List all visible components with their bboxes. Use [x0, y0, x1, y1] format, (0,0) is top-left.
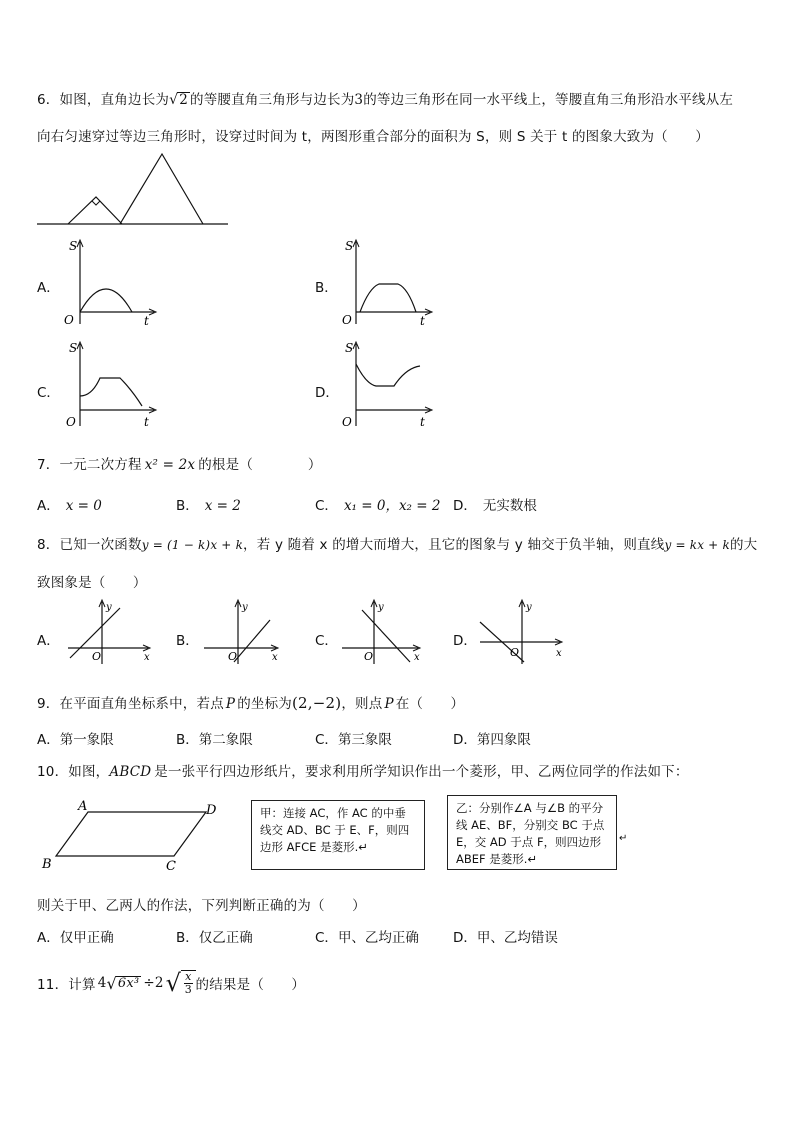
q10-option-c[interactable]	[315, 926, 419, 946]
q8-graph-a[interactable]	[64, 598, 158, 666]
q10-option-a[interactable]	[37, 926, 114, 946]
q7-text: 7．一元二次方程	[37, 457, 142, 473]
option-text: 仅甲正确	[59, 930, 114, 946]
vertex-a: A	[78, 799, 88, 814]
vertex-b: B	[42, 857, 52, 872]
fraction-denominator: 3	[184, 983, 192, 996]
q9-option-c[interactable]	[315, 728, 392, 748]
q9-option-a[interactable]	[37, 728, 114, 748]
q9-coordinate: (2,−2)	[292, 694, 342, 712]
option-text: 第一象限	[59, 732, 114, 748]
q10-option-b[interactable]	[176, 926, 253, 946]
axis-y: y	[106, 602, 112, 613]
q10-parallelogram-figure	[38, 796, 228, 876]
q8-function-1: y = (1 − k)x + k	[141, 538, 244, 552]
option-label: C．	[315, 930, 338, 946]
option-label: B．	[176, 930, 199, 946]
origin-o: O	[66, 415, 76, 429]
q10-judge: 则关于甲、乙两人的作法，下列判断正确的为（ ）	[37, 898, 366, 914]
q8-function-2: y = kx + k	[664, 538, 730, 552]
curve-c	[80, 378, 142, 406]
q8-option-d-label[interactable]: D．	[453, 633, 477, 649]
q9-stem	[37, 692, 464, 712]
axis-y: y	[526, 602, 532, 613]
axis-x: x	[272, 652, 278, 663]
q9-point: P	[225, 696, 236, 712]
curve-a	[80, 289, 132, 312]
q11-radicand-1: 6x³	[117, 975, 140, 991]
axis-s: S	[69, 239, 78, 253]
option-text: 第二象限	[198, 732, 253, 748]
option-text: 第四象限	[476, 732, 531, 748]
q7-option-d[interactable]	[453, 494, 537, 514]
q6-graph-b[interactable]	[336, 238, 436, 330]
option-label: D．	[453, 930, 477, 946]
q8-text: ，若 y 随着 x 的增大而增大，且它的图象与 y 轴交于负半轴，则直线	[243, 537, 665, 553]
equilateral-triangle	[120, 154, 203, 224]
q11-text: 的结果是（ ）	[195, 977, 306, 993]
q9-text: 9．在平面直角坐标系中，若点	[37, 696, 224, 712]
method-jia-box: 甲：连接 AC，作 AC 的中垂线交 AD、BC 于 E、F，则四边形 AFCE 是菱形.↵	[251, 800, 425, 870]
q11-fraction	[181, 970, 195, 996]
option-text: 无实数根	[482, 498, 537, 514]
origin-o: O	[510, 646, 520, 659]
option-label: B．	[176, 498, 199, 514]
curve-d	[356, 364, 420, 386]
axis-t: t	[420, 314, 425, 328]
axis-t: t	[420, 415, 425, 429]
axis-x: x	[414, 652, 420, 663]
q11-divide: ÷2	[143, 975, 164, 991]
radical-sign: √	[106, 973, 117, 993]
q6-graph-d[interactable]	[336, 340, 436, 432]
origin-o: O	[92, 650, 102, 663]
axis-s: S	[69, 341, 78, 355]
q9-text: ，则点	[341, 696, 383, 712]
q8-stem-line1	[37, 533, 757, 553]
origin-o: O	[364, 650, 374, 663]
q6-line1: 6．如图，直角边长为√2 的等腰直角三角形与边长为3的等边三角形在同一水平线上，等腰直角三角形沿水平线从左	[37, 92, 734, 108]
q9-point: P	[384, 696, 394, 712]
q11-coefficient: 4	[97, 975, 107, 991]
q6-text: 的等边三角形在同一水平线上，等腰直角三角形沿水平线从左	[363, 92, 734, 108]
q10-stem	[37, 760, 689, 780]
axis-x: x	[556, 648, 562, 659]
q6-option-d-label[interactable]: D．	[315, 385, 339, 401]
q10-text: 是一张平行四边形纸片，要求利用所学知识作出一个菱形，甲、乙两位同学的作法如下：	[154, 764, 689, 780]
q6-option-a-label[interactable]: A．	[37, 280, 60, 296]
vertex-d: D	[206, 803, 217, 818]
line-b	[234, 620, 270, 662]
axis-s: S	[345, 239, 354, 253]
axis-y: y	[242, 602, 248, 613]
vertex-c: C	[166, 859, 176, 874]
q8-text: 的大	[729, 537, 758, 553]
q6-option-b-label[interactable]: B．	[315, 280, 338, 296]
q11-text: 11．计算	[37, 977, 96, 993]
q9-text: 在（ ）	[395, 696, 465, 712]
q6-text: 的等腰直角三角形与边长为	[190, 92, 355, 108]
option-label: D．	[453, 498, 477, 514]
q6-text: 6．如图，直角边长为	[37, 92, 170, 108]
q7-equation: x² = 2x	[144, 457, 196, 473]
method-yi-box: 乙：分别作∠A 与∠B 的平分线 AE、BF，分别交 BC 于点 E，交 AD 于点 F，则四边形 ABEF 是菱形.↵	[447, 795, 617, 870]
option-text: x₁ = 0，x₂ = 2	[343, 498, 441, 514]
axis-s: S	[345, 341, 354, 355]
fraction-numerator: x	[185, 970, 192, 983]
q11-stem	[37, 966, 305, 1000]
option-label: C．	[315, 498, 338, 514]
isosceles-right-triangle	[68, 197, 122, 224]
q9-text: 的坐标为	[237, 696, 292, 712]
q6-triangle-figure	[36, 150, 231, 230]
q8-option-c-label[interactable]: C．	[315, 633, 338, 649]
curve-b	[360, 284, 416, 312]
radical-sign: √	[165, 969, 182, 997]
q8-stem-line2: 致图象是（ ）	[37, 575, 147, 591]
q7-option-c[interactable]	[315, 494, 440, 514]
parallelogram	[56, 812, 206, 856]
q6-number: 3	[354, 92, 364, 108]
option-label: B．	[176, 732, 199, 748]
q7-option-a[interactable]	[37, 494, 102, 514]
q8-option-b-label[interactable]: B．	[176, 633, 199, 649]
right-angle-mark	[92, 201, 100, 205]
axis-t: t	[144, 415, 149, 429]
axis-t: t	[144, 314, 149, 328]
q6-graph-c[interactable]	[60, 340, 160, 432]
q10-abcd: ABCD	[109, 764, 152, 780]
origin-o: O	[342, 313, 352, 327]
q8-graph-d[interactable]	[476, 598, 570, 666]
origin-o: O	[342, 415, 352, 429]
q7-text: 的根是（ ）	[198, 457, 322, 473]
option-text: 第三象限	[337, 732, 392, 748]
q7-stem	[37, 453, 322, 473]
q9-option-b[interactable]	[176, 728, 253, 748]
q8-option-a-label[interactable]: A．	[37, 633, 60, 649]
q10-option-d[interactable]	[453, 926, 558, 946]
option-label: C．	[315, 732, 338, 748]
q9-option-d[interactable]	[453, 728, 531, 748]
origin-o: O	[64, 313, 74, 327]
q6-option-c-label[interactable]: C．	[37, 385, 60, 401]
axis-y: y	[378, 602, 384, 613]
sqrt-two: 2	[179, 92, 189, 108]
q8-graph-b[interactable]	[200, 598, 286, 666]
option-label: A．	[37, 930, 60, 946]
q6-line2: 向右匀速穿过等边三角形时，设穿过时间为 t，两图形重合部分的面积为 S，则 S 关于 t 的图象大致为（ ）	[37, 129, 709, 145]
origin-o: O	[228, 650, 238, 663]
q6-graph-a[interactable]	[60, 238, 160, 330]
q7-option-b[interactable]	[176, 494, 241, 514]
option-label: A．	[37, 498, 60, 514]
option-label: D．	[453, 732, 477, 748]
option-text: x = 0	[65, 498, 102, 514]
return-mark: ↵	[619, 833, 628, 844]
q10-text: 10．如图，	[37, 764, 110, 780]
option-text: 甲、乙均错误	[476, 930, 558, 946]
axis-x: x	[144, 652, 150, 663]
option-label: A．	[37, 732, 60, 748]
option-text: 甲、乙均正确	[337, 930, 419, 946]
option-text: 仅乙正确	[198, 930, 253, 946]
q8-graph-c[interactable]	[338, 598, 428, 666]
option-text: x = 2	[204, 498, 241, 514]
q8-text: 8．已知一次函数	[37, 537, 142, 553]
